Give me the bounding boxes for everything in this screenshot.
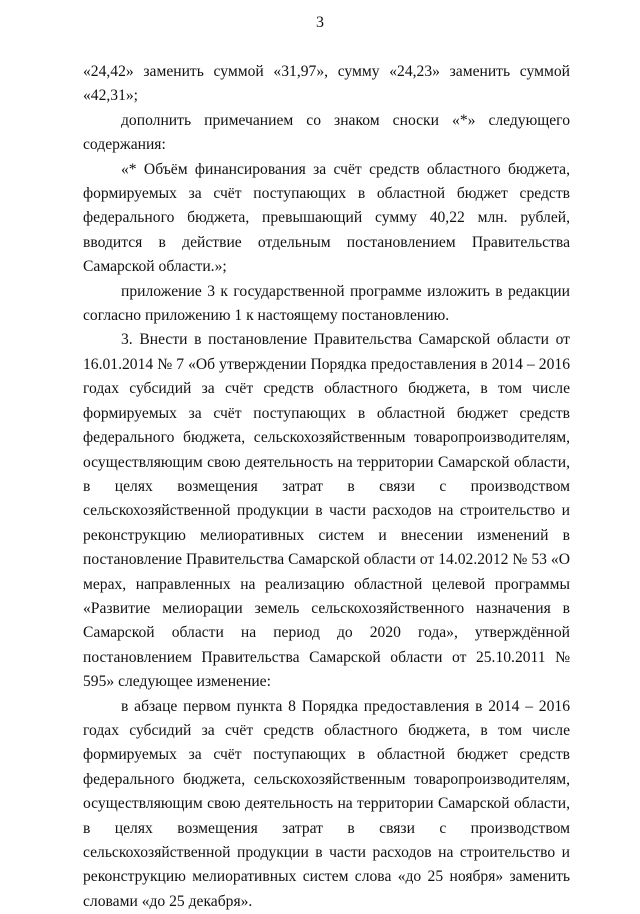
paragraph-item-3: 3. Внести в постановление Правительства Самарской области от 16.01.2014 № 7 «Об утверждении Порядка предоставления в 2014 – 2016 годах субсидий за счёт средств областного бюджета, в том числе формируемых за счёт поступающих в областной бюджет средств федерального бюджета, сельскохозяйственным товаропроизводителям, осуществляющим свою деятельность на территории Самарской области, в целях возмещения затрат в связи с производством сельскохозяйственной продукции в части расходов на строительство и реконструкцию мелиоративных систем и внесении изменений в постановление Правительства Самарской области от 14.02.2012 № 53 «О мерах, направленных на реализацию областной целевой программы «Развитие мелиорации земель сельскохозяйственного назначения в Самарской области на период до 2020 года», утверждённой постановлением Правительства Самарской области от 25.10.2011 № 595» следующее изменение: [83,331,570,691]
paragraph-footnote-intro: дополнить примечанием со знаком сноски «*» следующего содержания: [83,111,570,154]
paragraph-point-8-amendment: в абзаце первом пункта 8 Порядка предоставления в 2014 – 2016 годах субсидий за счёт средств областного бюджета, в том числе формируемых за счёт поступающих в областной бюджет средств федерального бюджета, сельскохозяйственным товаропроизводителям, осуществляющим свою деятельность на территории Самарской области, в целях возмещения затрат в связи с производством сельскохозяйственной продукции в части расходов на строительство и реконструкцию мелиоративных систем слова «до 25 ноября» заменить словами «до 25 декабря». [83,697,570,910]
page-number: 3 [316,14,324,31]
paragraph-sum-replacement: «24,42» заменить суммой «31,97», сумму «24,23» заменить суммой «42,31»; [83,63,570,105]
paragraph-footnote-text: «* Объём финансирования за счёт средств областного бюджета, формируемых за счёт поступающих в областной бюджет средств федерального бюджета, превышающий сумму 40,22 млн. рублей, вводится в действие отдельным постановлением Правительства Самарской области.»; [83,160,570,276]
document-body [83,60,570,914]
paragraph-appendix-3: приложение 3 к государственной программе изложить в редакции согласно приложению 1 к настоящему постановлению. [83,282,570,325]
